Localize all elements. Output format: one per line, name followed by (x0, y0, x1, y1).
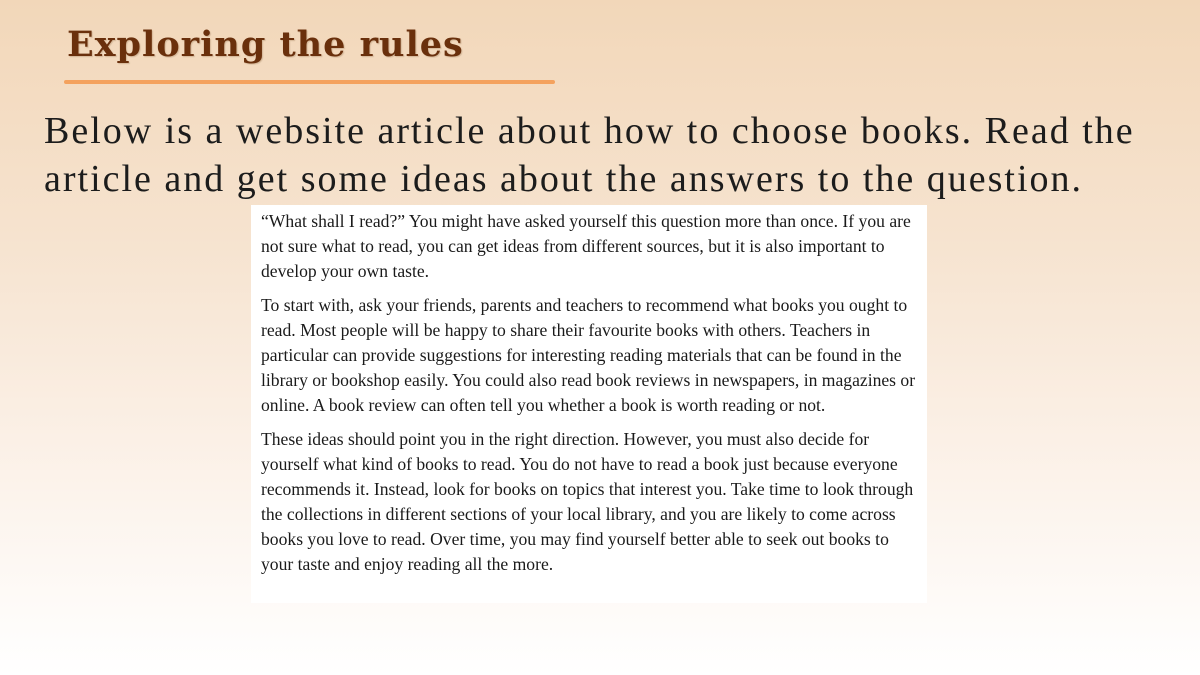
article-paragraph-3: These ideas should point you in the right direction. However, you must also decide for yourself what kind of books to read. You do not have to read a book just because everyone recommends it. Instead, look for books on topics that interest you. Take time to look through the collections in different sections of your local library, and you are likely to come across books you love to read. Over time, you may find yourself better able to seek out books to your taste and enjoy reading all the more. (261, 429, 914, 574)
title-underline (64, 80, 555, 84)
intro-text: Below is a website article about how to choose books. Read the article and get some ideas about the answers to the question. (44, 110, 1135, 200)
article-paragraph-1: “What shall I read?” You might have asked yourself this question more than once. If you are not sure what to read, you can get ideas from different sources, but it is also important to develop your own taste. (261, 211, 911, 281)
slide-title: Exploring the rules (67, 24, 464, 65)
article-excerpt (251, 205, 927, 603)
article-paragraph-2: To start with, ask your friends, parents and teachers to recommend what books you ought to read. Most people will be happy to share their favourite books with others. Teachers in particular can provide suggestions for interesting reading materials that can be found in the library or bookshop easily. You could also read book reviews in newspapers, in magazines or online. A book review can often tell you whether a book is worth reading or not. (261, 295, 916, 415)
